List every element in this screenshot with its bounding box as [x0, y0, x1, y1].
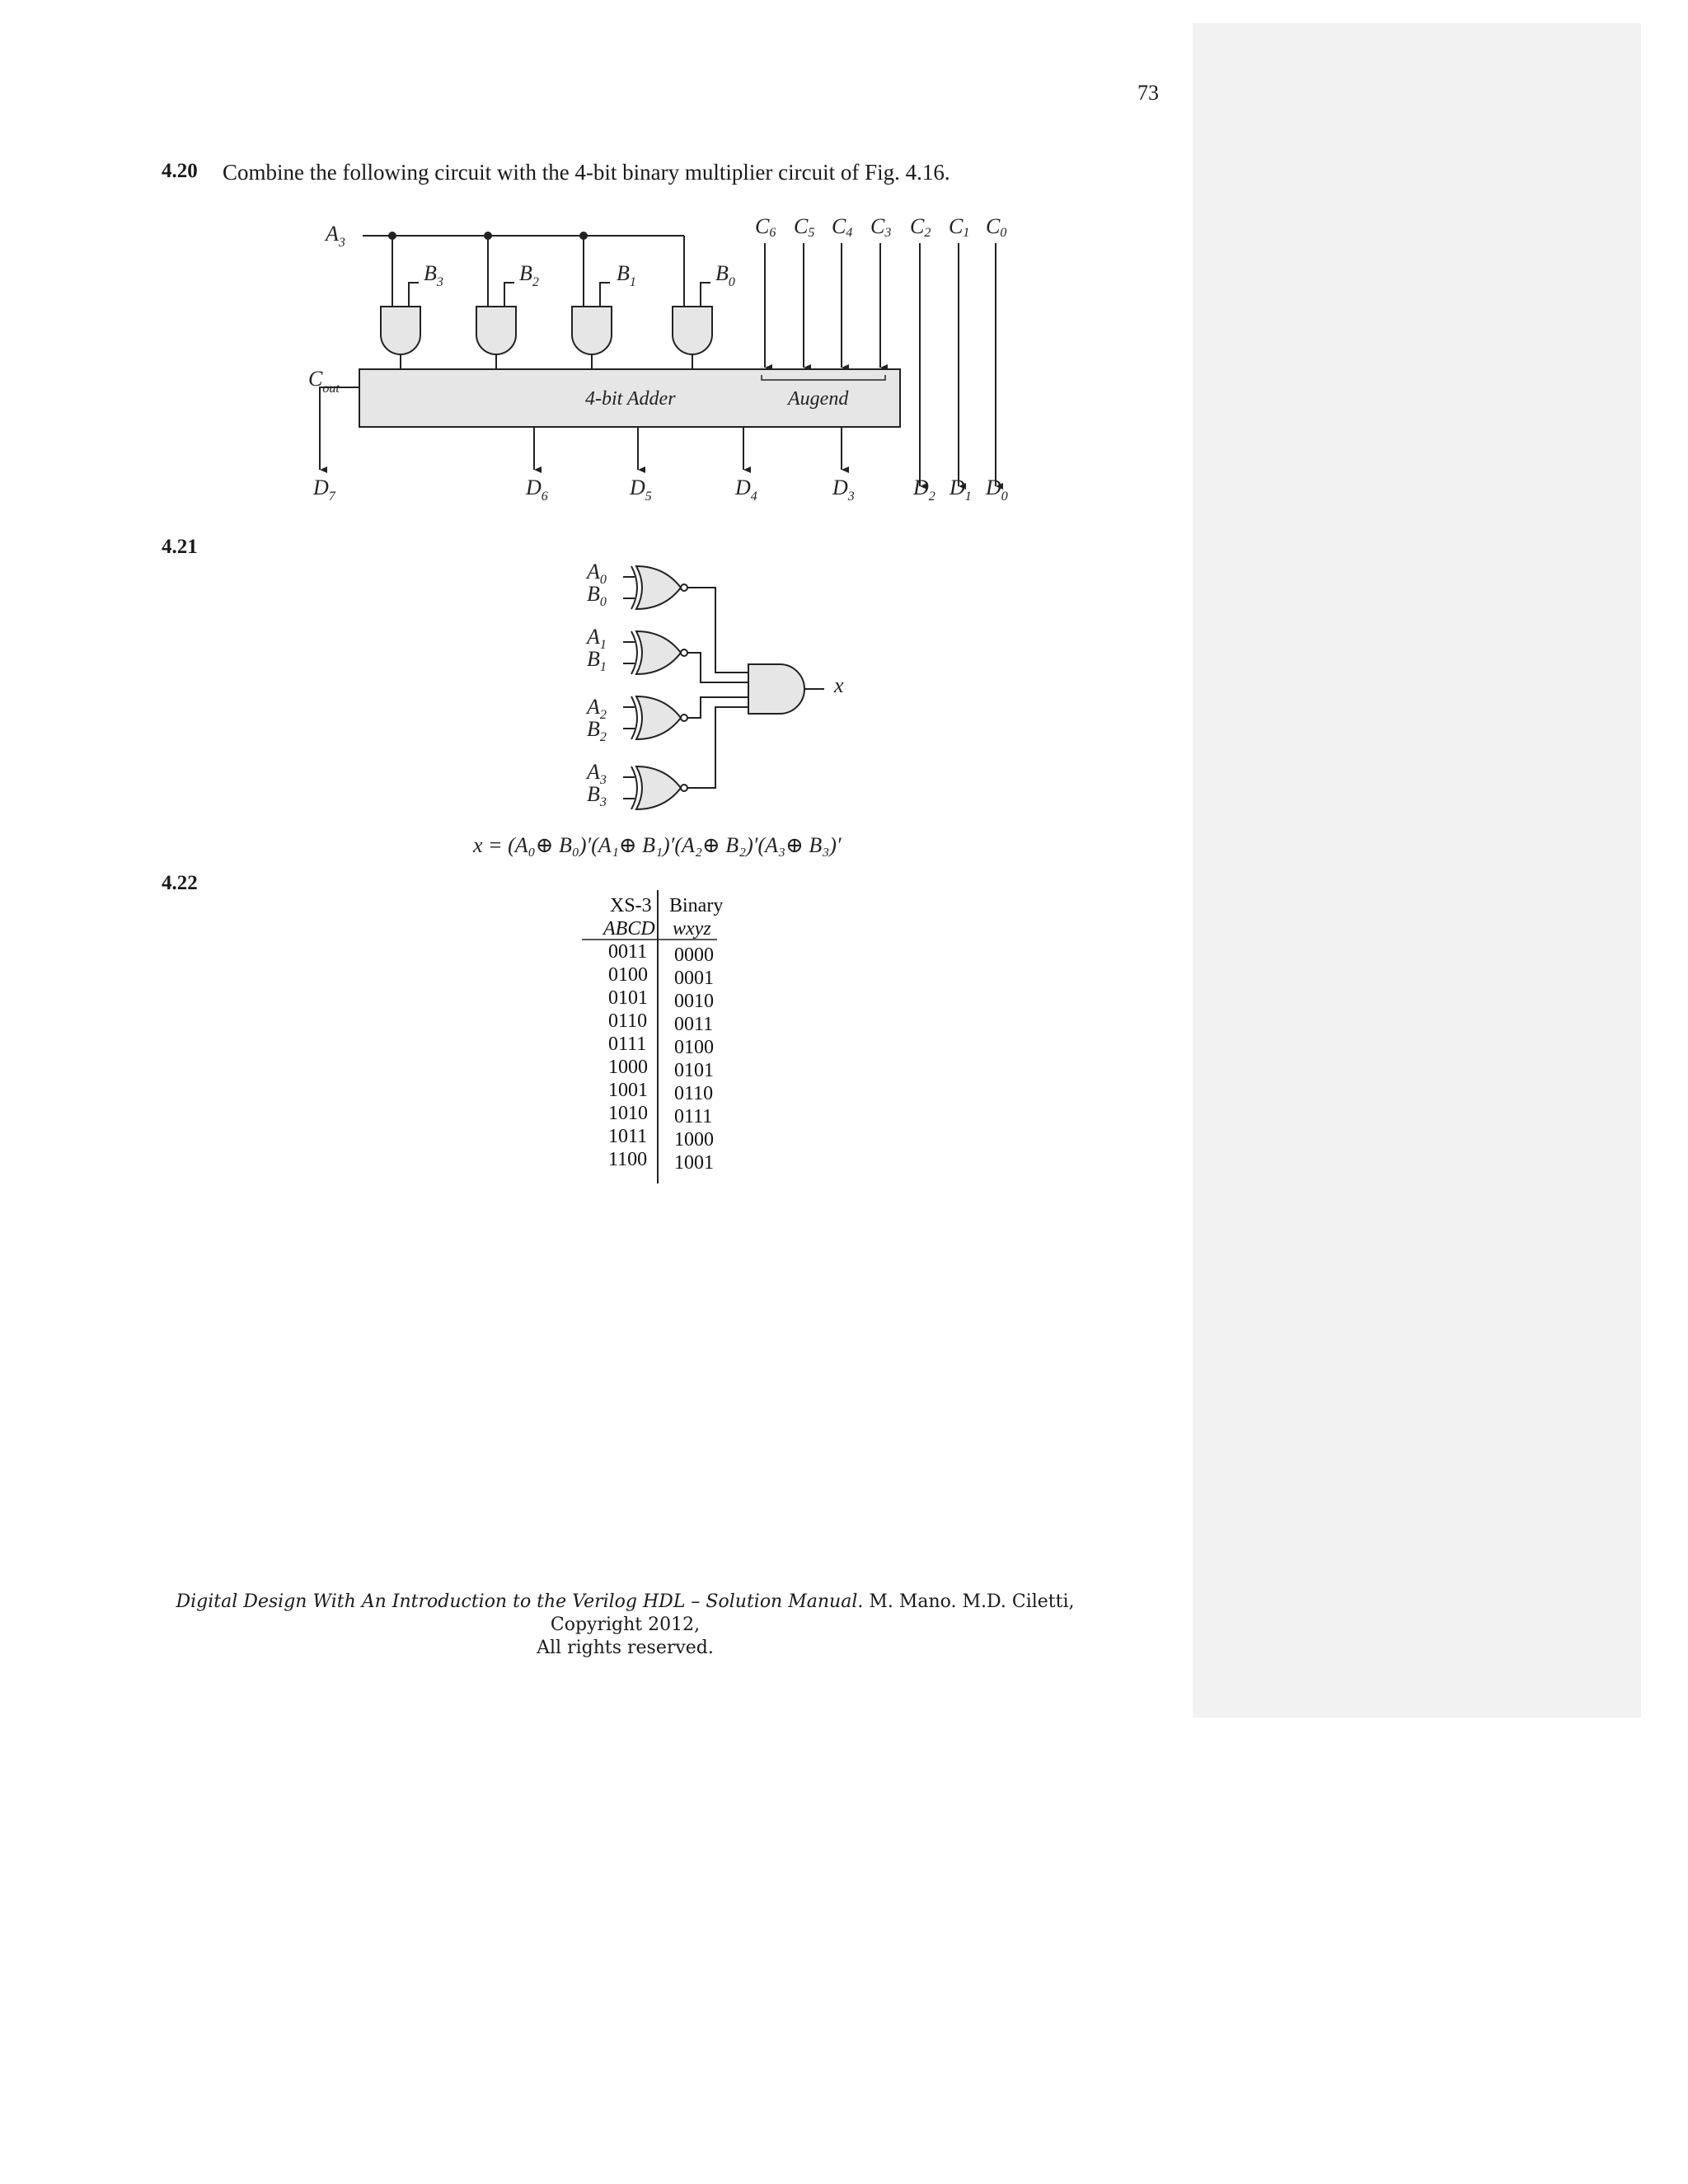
d7-label: $D_7$	[313, 476, 335, 504]
table-cell: 0011	[674, 1014, 714, 1035]
problem-number-4-21: 4.21	[162, 536, 198, 558]
footer-rights: All rights reserved.	[537, 1638, 714, 1658]
d4-label: $D_4$	[735, 476, 757, 504]
xnor-gate-1	[623, 631, 687, 674]
footer-authors: M. Mano. M.D. Ciletti, Copyright 2012,	[550, 1591, 1075, 1635]
xnor-gate-0	[623, 566, 687, 609]
and-gate-2	[476, 307, 516, 354]
table-cell: 1001	[674, 1152, 714, 1174]
b3-label: $B_3$	[424, 261, 443, 289]
b1-xnor-label: $B_1$	[587, 647, 607, 674]
page-number: 73	[1137, 81, 1159, 105]
c1-label: C1	[949, 214, 970, 240]
a0-label: $A_0$	[587, 560, 607, 587]
and-gate-3	[572, 307, 612, 354]
b3-xnor-label: $B_3$	[587, 782, 607, 809]
d0-label: $D_0$	[986, 476, 1008, 504]
table-cell: 0011	[608, 941, 648, 963]
problem-number-4-20: 4.20	[162, 160, 198, 182]
table-cell: 0100	[608, 964, 648, 986]
xnor-gate-3	[623, 766, 687, 809]
and-gate-4	[673, 307, 712, 354]
and-gate-1	[381, 307, 420, 354]
a3-xnor-label: $A_3$	[587, 760, 607, 787]
wxyz-header: wxyz	[673, 918, 711, 940]
b1-label: $B_1$	[617, 261, 636, 289]
a1-label: $A_1$	[587, 625, 607, 652]
footer	[162, 1591, 1089, 1660]
table-cell: 0010	[674, 991, 714, 1012]
c4-label: C4	[832, 214, 853, 240]
table-cell: 0111	[674, 1106, 713, 1127]
table-cell: 1010	[608, 1103, 648, 1124]
c2-label: C2	[910, 214, 931, 240]
augend-label: Augend	[788, 388, 849, 410]
figure-4-21	[623, 566, 824, 809]
c6-label: C6	[755, 214, 776, 240]
xs3-header: XS-3	[610, 895, 652, 916]
table-cell: 0000	[674, 944, 714, 966]
table-cell: 0110	[608, 1010, 648, 1032]
figure-4-20-labels	[308, 214, 1008, 504]
c3-label: C3	[870, 214, 892, 240]
table-cell: 0001	[674, 968, 714, 989]
problem-text-4-20: Combine the following circuit with the 4-bit binary multiplier circuit of Fig. 4.16.	[223, 160, 950, 185]
d1-label: $D_1$	[950, 476, 972, 504]
problem-number-4-22: 4.22	[162, 872, 198, 894]
table-cell: 0111	[608, 1033, 647, 1055]
cout-label: $C_{out}$	[308, 367, 340, 396]
b2-xnor-label: $B_2$	[587, 717, 607, 744]
d5-label: $D_5$	[630, 476, 652, 504]
c0-label: C0	[986, 214, 1007, 240]
and-gate-4-input	[748, 664, 804, 714]
x-output-label: x	[834, 673, 844, 697]
table-rows	[608, 941, 714, 1174]
b2-label: $B_2$	[519, 261, 539, 289]
adder-label: 4-bit Adder	[585, 388, 676, 410]
table-cell: 0101	[608, 987, 648, 1009]
table-cell: 1011	[608, 1126, 648, 1147]
table-cell: 1100	[608, 1149, 648, 1170]
table-cell: 0100	[674, 1037, 714, 1058]
abcd-header: ABCD	[603, 918, 655, 940]
binary-header: Binary	[669, 895, 724, 916]
table-cell: 1000	[608, 1057, 648, 1078]
d2-label: $D_2$	[913, 476, 935, 504]
figure-4-20	[320, 232, 996, 486]
a3-label: $A_3$	[326, 222, 345, 250]
a2-label: $A_2$	[587, 695, 607, 722]
table-cell: 1000	[674, 1129, 714, 1151]
d6-label: $D_6$	[526, 476, 548, 504]
xnor-equation: x = (A₀⊕ B₀)′(A₁⊕ B₁)′(A₂⊕ B₂)′(A₃⊕ B₃)′	[473, 833, 842, 857]
table-4-22	[582, 890, 723, 1183]
footer-title: Digital Design With An Introduction to the Verilog HDL – Solution Manual.	[176, 1591, 864, 1612]
table-cell: 1001	[608, 1080, 648, 1101]
b0-xnor-label: $B_0$	[587, 582, 607, 609]
b0-label: $B_0$	[715, 261, 735, 289]
table-cell: 0101	[674, 1060, 714, 1081]
table-cell: 0110	[674, 1083, 714, 1104]
d3-label: $D_3$	[832, 476, 855, 504]
c5-label: C5	[794, 214, 815, 240]
xnor-gate-2	[623, 696, 687, 739]
